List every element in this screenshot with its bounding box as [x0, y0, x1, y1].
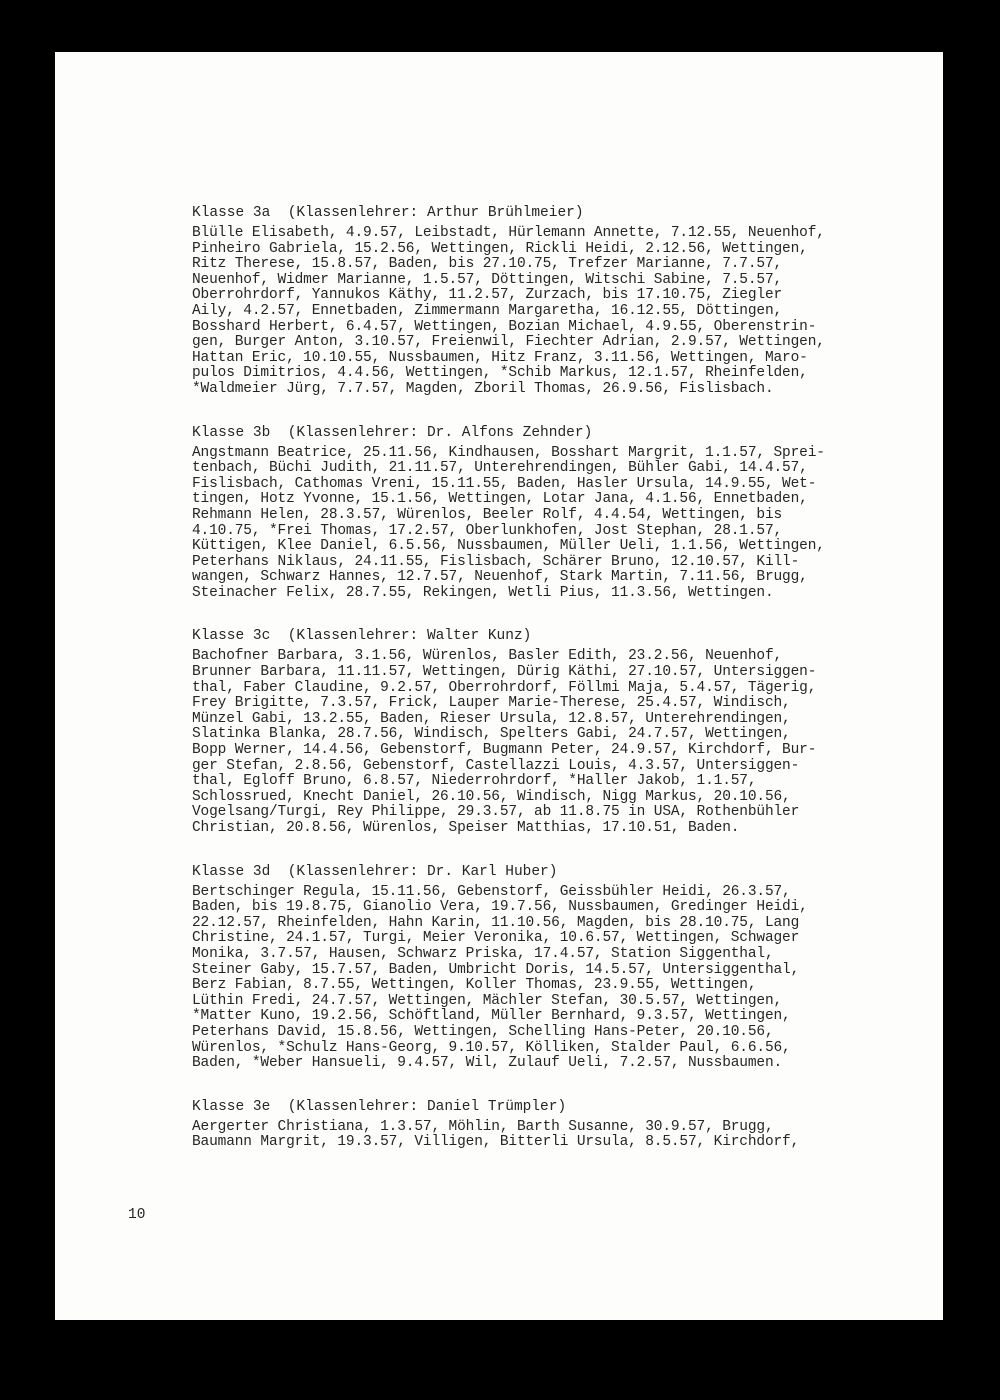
text-line: Bopp Werner, 14.4.56, Gebenstorf, Bugmann Peter, 24.9.57, Kirchdorf, Bur- [192, 742, 817, 759]
text-line: Ritz Therese, 15.8.57, Baden, bis 27.10.75, Trefzer Marianne, 7.7.57, [192, 256, 783, 273]
class-heading: Klasse 3a (Klassenlehrer: Arthur Brühlmeier) [192, 205, 584, 221]
text-line: Frey Brigitte, 7.3.57, Frick, Lauper Marie-Therese, 25.4.57, Windisch, [192, 695, 791, 712]
text-line: Monika, 3.7.57, Hausen, Schwarz Priska, 17.4.57, Station Siggenthal, [192, 945, 774, 962]
text-line: Hattan Eric, 10.10.55, Nussbaumen, Hitz Franz, 3.11.56, Wettingen, Maro- [192, 349, 808, 366]
text-line: Baumann Margrit, 19.3.57, Villigen, Bitterli Ursula, 8.5.57, Kirchdorf, [192, 1134, 800, 1151]
text-line: Peterhans Niklaus, 24.11.55, Fislisbach, Schärer Bruno, 12.10.57, Kill- [192, 553, 800, 570]
text-line: gen, Burger Anton, 3.10.57, Freienwil, Fiechter Adrian, 2.9.57, Wettingen, [192, 334, 825, 351]
text-line: Steinacher Felix, 28.7.55, Rekingen, Wetli Pius, 11.3.56, Wettingen. [192, 584, 774, 601]
text-line: Brunner Barbara, 11.11.57, Wettingen, Dürig Käthi, 27.10.57, Untersiggen- [192, 664, 817, 681]
text-line: tenbach, Büchi Judith, 21.11.57, Unterehrendingen, Bühler Gabi, 14.4.57, [192, 460, 808, 477]
class-section-3e [192, 1098, 907, 1151]
text-line: Oberrohrdorf, Yannukos Käthy, 11.2.57, Zurzach, bis 17.10.75, Ziegler [192, 287, 783, 304]
text-line: Neuenhof, Widmer Marianne, 1.5.57, Döttingen, Witschi Sabine, 7.5.57, [192, 271, 783, 288]
text-line: Baden, bis 19.8.75, Gianolio Vera, 19.7.56, Nussbaumen, Gredinger Heidi, [192, 899, 808, 916]
text-line: Schlossrued, Knecht Daniel, 26.10.56, Windisch, Nigg Markus, 20.10.56, [192, 788, 791, 805]
text-line: ger Stefan, 2.8.56, Gebenstorf, Castellazzi Louis, 4.3.57, Untersiggen- [192, 757, 800, 774]
text-line: Küttigen, Klee Daniel, 6.5.56, Nussbaumen, Müller Ueli, 1.1.56, Wettingen, [192, 538, 825, 555]
text-line: Christian, 20.8.56, Würenlos, Speiser Matthias, 17.10.51, Baden. [192, 820, 740, 836]
text-line: Aergerter Christiana, 1.3.57, Möhlin, Barth Susanne, 30.9.57, Brugg, [192, 1118, 774, 1135]
text-line: Münzel Gabi, 13.2.55, Baden, Rieser Ursula, 12.8.57, Unterehrendingen, [192, 710, 791, 727]
document-page [55, 52, 943, 1320]
text-line: Fislisbach, Cathomas Vreni, 15.11.55, Baden, Hasler Ursula, 14.9.55, Wet- [192, 475, 817, 492]
class-section-3b [192, 424, 907, 602]
text-line: thal, Faber Claudine, 9.2.57, Oberrohrdorf, Föllmi Maja, 5.4.57, Tägerig, [192, 679, 817, 696]
class-heading: Klasse 3c (Klassenlehrer: Walter Kunz) [192, 628, 532, 645]
class-heading: Klasse 3e (Klassenlehrer: Daniel Trümpler) [192, 1098, 567, 1115]
text-line: Slatinka Blanka, 28.7.56, Windisch, Spelters Gabi, 24.7.57, Wettingen, [192, 726, 791, 743]
text-line: Steiner Gaby, 15.7.57, Baden, Umbricht Doris, 14.5.57, Untersiggenthal, [192, 961, 800, 978]
text-line: wangen, Schwarz Hannes, 12.7.57, Neuenhof, Stark Martin, 7.11.56, Brugg, [192, 569, 808, 586]
text-line: Peterhans David, 15.8.56, Wettingen, Schelling Hans-Peter, 20.10.56, [192, 1023, 774, 1040]
text-line: Angstmann Beatrice, 25.11.56, Kindhausen, Bosshart Margrit, 1.1.57, Sprei- [192, 444, 825, 461]
class-section-3c [192, 627, 907, 836]
text-line: 4.10.75, *Frei Thomas, 17.2.57, Oberlunkhofen, Jost Stephan, 28.1.57, [192, 522, 783, 539]
text-line: Würenlos, *Schulz Hans-Georg, 9.10.57, Kölliken, Stalder Paul, 6.6.56, [192, 1039, 791, 1056]
text-line: Rehmann Helen, 28.3.57, Würenlos, Beeler Rolf, 4.4.54, Wettingen, bis [192, 506, 783, 523]
class-heading: Klasse 3b (Klassenlehrer: Dr. Alfons Zehnder) [192, 424, 593, 441]
text-line: Lüthin Fredi, 24.7.57, Wettingen, Mächler Stefan, 30.5.57, Wettingen, [192, 992, 783, 1009]
text-line: Berz Fabian, 8.7.55, Wettingen, Koller Thomas, 23.9.55, Wettingen, [192, 977, 757, 994]
class-section-3d [192, 863, 907, 1072]
page-number: 10 [128, 1207, 146, 1223]
text-line: Baden, *Weber Hansueli, 9.4.57, Wil, Zulauf Ueli, 7.2.57, Nussbaumen. [192, 1055, 783, 1072]
text-line: Bachofner Barbara, 3.1.56, Würenlos, Basler Edith, 23.2.56, Neuenhof, [192, 648, 783, 665]
text-line: Aily, 4.2.57, Ennetbaden, Zimmermann Margaretha, 16.12.55, Döttingen, [192, 302, 783, 319]
text-line: *Matter Kuno, 19.2.56, Schöftland, Müller Bernhard, 9.3.57, Wettingen, [192, 1008, 791, 1025]
class-list-content [192, 204, 907, 1177]
text-line: Vogelsang/Turgi, Rey Philippe, 29.3.57, ab 11.8.75 in USA, Rothenbühler [192, 804, 800, 821]
text-line: Bosshard Herbert, 6.4.57, Wettingen, Bozian Michael, 4.9.55, Oberenstrin- [192, 318, 817, 335]
text-line: tingen, Hotz Yvonne, 15.1.56, Wettingen, Lotar Jana, 4.1.56, Ennetbaden, [192, 491, 808, 508]
text-line: Pinheiro Gabriela, 15.2.56, Wettingen, Rickli Heidi, 2.12.56, Wettingen, [192, 240, 808, 257]
text-line: *Waldmeier Jürg, 7.7.57, Magden, Zboril Thomas, 26.9.56, Fislisbach. [192, 380, 774, 397]
text-line: Christine, 24.1.57, Turgi, Meier Veronika, 10.6.57, Wettingen, Schwager [192, 930, 800, 947]
class-heading: Klasse 3d (Klassenlehrer: Dr. Karl Huber) [192, 863, 558, 880]
text-line: 22.12.57, Rheinfelden, Hahn Karin, 11.10.56, Magden, bis 28.10.75, Lang [192, 914, 800, 931]
text-line: Blülle Elisabeth, 4.9.57, Leibstadt, Hürlemann Annette, 7.12.55, Neuenhof, [192, 225, 825, 241]
class-section-3a [192, 204, 907, 398]
text-line: Bertschinger Regula, 15.11.56, Gebenstorf, Geissbühler Heidi, 26.3.57, [192, 883, 791, 900]
text-line: pulos Dimitrios, 4.4.56, Wettingen, *Schib Markus, 12.1.57, Rheinfelden, [192, 365, 808, 382]
text-line: thal, Egloff Bruno, 6.8.57, Niederrohrdorf, *Haller Jakob, 1.1.57, [192, 773, 757, 790]
